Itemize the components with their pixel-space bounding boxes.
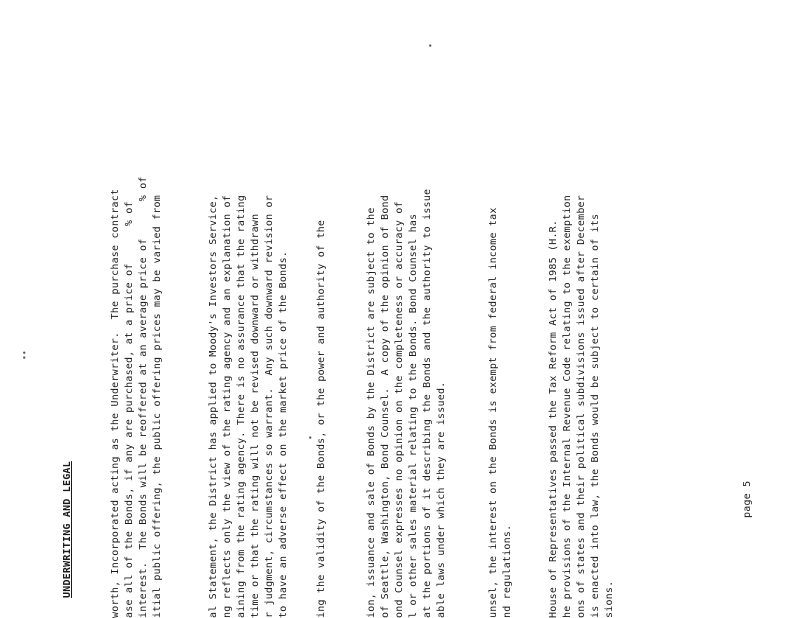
paragraph-1-line-3: interest. The Bonds will be reoffered at an average price of % of xyxy=(138,176,149,618)
paragraph-4-line-4: l or other sales material relating to the Bonds. Bond Counsel has xyxy=(408,213,419,618)
paragraph-1-line-4: itial public offering, the public offering prices may be varied from xyxy=(152,195,163,618)
paragraph-3-line-1: ing the validity of the Bonds, or the power and authority of the xyxy=(316,219,327,618)
paragraph-4-line-1: ion, issuance and sale of Bonds by the District are subject to the xyxy=(366,207,377,618)
paragraph-6-line-1: House of Representatives passed the Tax Reform Act of 1985 (H.R. xyxy=(548,219,559,618)
paragraph-4-line-5: at the portions of it describing the Bonds and the authority to issue xyxy=(422,188,433,618)
paragraph-2-line-4: time or that the rating will not be revised downward or withdrawn xyxy=(250,213,261,618)
paragraph-4-line-6: able laws under which they are issued. xyxy=(436,381,447,618)
paragraph-5-line-2: nd regulations. xyxy=(502,524,513,618)
paragraph-2-line-6: to have an adverse effect on the market price of the Bonds. xyxy=(278,250,289,618)
paragraph-5-line-1: unsel, the interest on the Bonds is exempt from federal income tax xyxy=(488,207,499,618)
scan-speck-3: ∙ xyxy=(426,43,435,48)
paragraph-2-line-2: ng reflects only the view of the rating agency and an explanation of xyxy=(222,195,233,618)
paragraph-2-line-5: r judgment, circumstances so warrant. Any such downward revision or xyxy=(264,195,275,618)
paragraph-4-line-3: ond Counsel expresses no opinion on the completeness or accuracy of xyxy=(394,201,405,618)
paragraph-2-line-3: aining from the rating agency. There is no assurance that the rating xyxy=(236,195,247,618)
scan-speck-2: ∙ xyxy=(306,435,315,440)
paragraph-2-line-1: al Statement, the District has applied to Moody's Investors Service, xyxy=(208,195,219,618)
paragraph-6-line-2: he provisions of the Internal Revenue Code relating to the exemption xyxy=(562,195,573,618)
paragraph-4-line-2: of Seattle, Washington, Bond Counsel. A copy of the opinion of Bond xyxy=(380,195,391,618)
section-heading: UNDERWRITING AND LEGAL xyxy=(62,461,73,598)
paragraph-1-line-1: worth, Incorporated acting as the Underwriter. The purchase contract xyxy=(110,188,121,618)
page-number: page 5 xyxy=(742,480,753,518)
paragraph-6-line-3: ons of states and their political subdivisions issued after December xyxy=(576,195,587,618)
paragraph-6-line-4: is enacted into law, the Bonds would be subject to certain of its xyxy=(590,213,601,618)
scan-speck-1: ∙∙ xyxy=(20,350,29,360)
paragraph-6-line-5: sions. xyxy=(604,580,615,618)
paragraph-1-line-2: ase all of the Bonds, if any are purchased, at a price of % of xyxy=(124,201,135,618)
